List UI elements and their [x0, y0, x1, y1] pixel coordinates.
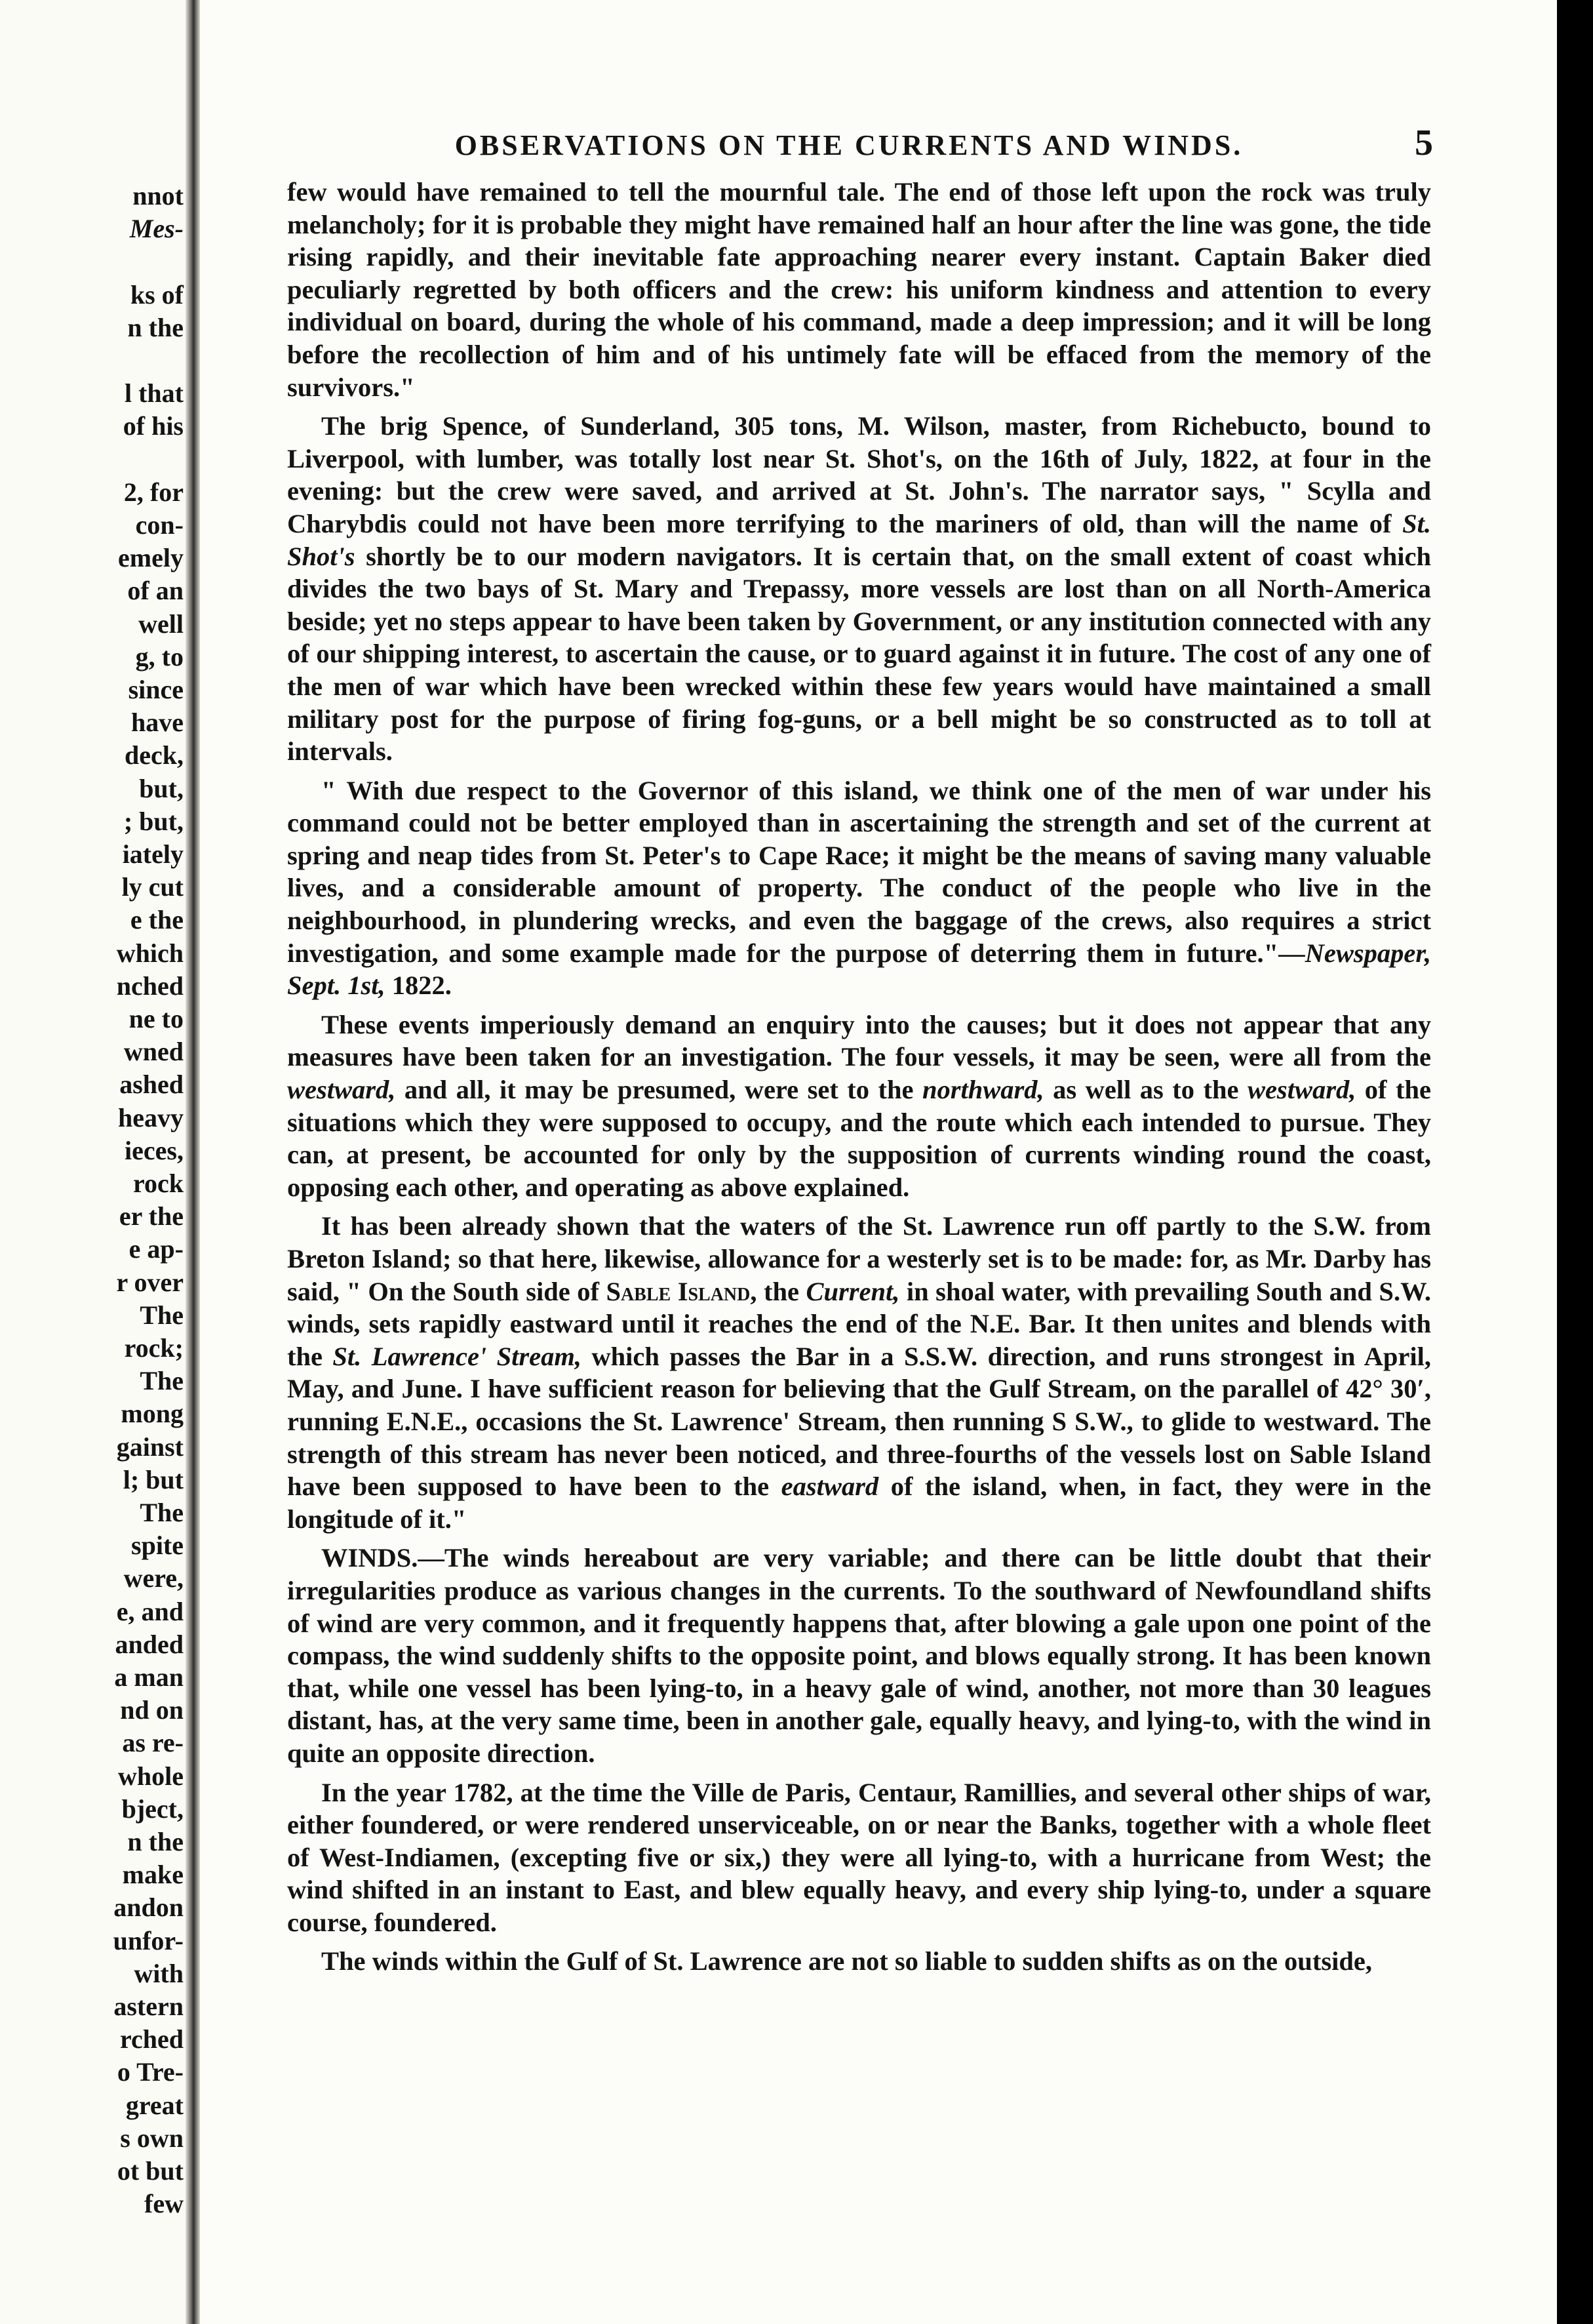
facing-page-fragment: a man — [114, 1662, 184, 1692]
paragraph-5-smallcaps: Sable Island, — [606, 1276, 757, 1306]
paragraph-2-text-c: shortly be to our modern navigators. It is certain that, on the small extent of coast which divides the two bays of St. Mary and Trepassy, more vessels are lost than on all North-America beside; yet no steps appear to have been taken by Government, or any institution connected with any of our shipping interest, to ascertain the cause, or to guard against it in future. The cost of any one of the men of war which have been wrecked within these few years would have maintained a small military post for the purpose of firing fog-guns, or a bell might be so constructed as to toll at intervals. — [287, 541, 1431, 767]
facing-page-fragment: The — [140, 1366, 184, 1396]
paragraph-8-text: The winds within the Gulf of St. Lawrence are not so liable to sudden shifts as on the outside, — [321, 1946, 1372, 1976]
facing-page-fragment: since — [128, 675, 184, 704]
running-title: OBSERVATIONS ON THE CURRENTS AND WINDS. — [454, 129, 1244, 161]
facing-page-fragment: o Tre- — [117, 2057, 184, 2087]
paragraph-3 — [287, 774, 1431, 1002]
paragraph-6 — [287, 1542, 1431, 1769]
facing-page-fragment: r over — [116, 1267, 184, 1297]
paragraph-8 — [287, 1945, 1431, 1978]
paragraph-5-text-g: which passes the Bar in a S.S.W. direction, and runs strongest in April, May, and June. I have sufficient reason for believing that the Gulf Stream, on the parallel of 42° 30′, running E.N.E., occasions the St. Lawrence' Stream, then running S S.W., to glide to westward. The strength of this stream has never been noticed, and three-fourths of the vessels lost on Sable Island have been supposed to have been to the — [287, 1341, 1431, 1502]
facing-page-fragment: n the — [127, 1827, 184, 1856]
paragraph-4 — [287, 1009, 1431, 1204]
facing-page-fragment: s own — [120, 2123, 184, 2153]
facing-page-fragment: nnot — [132, 181, 184, 210]
body-text — [287, 176, 1431, 1984]
facing-page-fragment: bject, — [121, 1793, 184, 1824]
paragraph-1-text: few would have remained to tell the mournful tale. The end of those left upon the rock was truly melancholy; for it is probable they might have remained half an hour after the line was gone, the tide rising rapidly, and their inevitable fate approaching nearer every instant. Captain Baker died peculiarly regretted by both officers and the crew: his uniform kindness and attention to every individual on board, during the whole of his command, made a deep impression; and it will be long before the recollection of him and of his untimely fate will be effaced from the memory of the survivors." — [287, 177, 1431, 402]
facing-page-fragment: with — [134, 1958, 184, 1988]
facing-page-fragment: ashed — [119, 1070, 184, 1100]
facing-page-fragment: have — [131, 708, 184, 738]
scan-edge — [1557, 0, 1593, 2324]
facing-page-fragment: ne to — [128, 1004, 184, 1033]
paragraph-3-text-c: 1822. — [385, 971, 452, 1001]
facing-page — [0, 0, 187, 2324]
paragraph-4-text-c: and all, it may be presumed, were set to the — [395, 1075, 922, 1105]
facing-page-fragment: of an — [127, 576, 184, 606]
paragraph-1 — [287, 176, 1431, 403]
facing-page-fragment: e ap- — [128, 1234, 184, 1264]
facing-page-fragment: er the — [119, 1201, 184, 1232]
paragraph-3-italic: Newspaper, Sept. 1st, — [287, 938, 1431, 1001]
paragraph-5-text-c: the — [757, 1276, 806, 1306]
paragraph-6-text: WINDS.—The winds hereabout are very variable; and there can be little doubt that their irregularities produce as various changes in the currents. To the southward of Newfoundland shifts of wind are very common, and it frequently happens that, after blowing a gale upon one point of the compass, the wind suddenly shifts to the opposite point, and blows equally strong. It has been known that, while one vessel has been lying-to, in a heavy gale of wind, another, not more than 30 leagues distant, has, at the very same time, been in another gale, equally heavy, and lying-to, with the wind in quite an opposite direction. — [287, 1543, 1431, 1768]
facing-page-fragment: which — [116, 938, 184, 968]
facing-page-fragment: but, — [139, 773, 184, 803]
facing-page-fragment: n the — [127, 312, 184, 342]
facing-page-fragment: rock — [132, 1169, 184, 1198]
facing-page-fragment: ot but — [117, 2156, 184, 2186]
paragraph-4-text-a: These events imperiously demand an enquiry into the causes; but it does not appear that any measures have been taken for an investigation. The four vessels, it may be seen, were all from the — [287, 1009, 1431, 1072]
paragraph-2-text-a: The brig Spence, of Sunderland, 305 tons, M. Wilson, master, from Richebucto, bound to Liverpool, with lumber, was totally lost near St. Shot's, on the 16th of July, 1822, at four in the evening: but the crew were saved, and arrived at St. John's. The narrator says, " Scylla and Charybdis could not have been more terrifying to the mariners of old, than will the name of — [287, 411, 1431, 538]
facing-page-fragment: l that — [125, 378, 184, 409]
facing-page-fragment: were, — [123, 1563, 184, 1593]
paragraph-5-text-i: of the island, when, in fact, they were in the longitude of it." — [287, 1472, 1431, 1534]
paragraph-5-text-e: in shoal water, with prevailing South and S.W. winds, sets rapidly eastward until it reaches the end of the N.E. Bar. It then unites and blends with the — [287, 1276, 1431, 1371]
facing-page-fragment: spite — [131, 1531, 184, 1561]
facing-page-fragment: few — [144, 2189, 184, 2219]
facing-page-fragment: well — [138, 609, 184, 639]
facing-page-fragment: emely — [118, 543, 184, 573]
facing-page-fragment: nd on — [120, 1695, 184, 1725]
paragraph-4-text-e: as well as to the — [1044, 1075, 1248, 1105]
facing-page-fragment: unfor- — [113, 1925, 184, 1955]
facing-page-fragment: e the — [130, 905, 184, 935]
paragraph-4-italic-f: westward, — [1247, 1075, 1356, 1105]
facing-page-fragment: rched — [119, 2024, 184, 2054]
facing-page-fragment: nched — [116, 971, 184, 1001]
paragraph-5-italic-d: Current, — [806, 1276, 900, 1306]
facing-page-fragment: Mes- — [129, 214, 184, 244]
facing-page-fragment: astern — [113, 1992, 184, 2021]
paragraph-7 — [287, 1776, 1431, 1939]
facing-page-fragment: rock; — [124, 1333, 184, 1363]
paragraph-2-italic: St. Shot's — [287, 508, 1431, 571]
facing-page-fragment: deck, — [125, 740, 184, 771]
paragraph-5-text-a: It has been already shown that the waters of the St. Lawrence run off partly to the S.W. from Breton Island; so that here, likewise, allowance for a westerly set is to be made: for, as Mr. Darby has said, " On the South side of — [287, 1211, 1431, 1306]
paragraph-2 — [287, 410, 1431, 768]
facing-page-fragment: 2, for — [123, 477, 184, 507]
paragraph-3-text-a: " With due respect to the Governor of this island, we think one of the men of war under his command could not be better employed than in ascertaining the strength and set of the current at spring and neap tides from St. Peter's to Cape Race; it might be the means of saving many valuable lives, and a considerable amount of property. The conduct of the people who live in the neighbourhood, in plundering wrecks, and even the baggage of the crews, also requires a strict investigation, and some example made for the purpose of deterring them in future."— — [287, 775, 1431, 968]
facing-page-fragment: wned — [123, 1037, 184, 1067]
facing-page-fragment: of his — [123, 411, 184, 441]
facing-page-fragment: iately — [122, 839, 184, 869]
facing-page-fragment: anded — [115, 1629, 184, 1659]
facing-page-fragment: g, to — [135, 641, 184, 671]
facing-page-fragment: e, and — [116, 1596, 184, 1626]
facing-page-fragment: con- — [135, 510, 184, 540]
facing-page-fragment: l; but — [123, 1464, 184, 1494]
paragraph-4-text-g: of the situations which they were supposed to occupy, and the route which each intended to pursue. They can, at present, be accounted for only by the supposition of currents winding round the coast, opposing each other, and operating as above explained. — [287, 1075, 1431, 1202]
paragraph-5-italic-h: eastward — [781, 1472, 879, 1502]
facing-page-fragment: ks of — [130, 279, 184, 310]
facing-page-fragment: ; but, — [123, 806, 184, 836]
paragraph-4-italic-d: northward, — [922, 1075, 1044, 1105]
facing-page-fragment: whole — [118, 1761, 184, 1791]
facing-page-fragment: andon — [113, 1893, 184, 1923]
facing-page-fragment: The — [140, 1498, 184, 1527]
book-gutter — [186, 0, 200, 2324]
paragraph-5 — [287, 1210, 1431, 1535]
facing-page-fragment: heavy — [118, 1102, 184, 1132]
page-number: 5 — [1415, 123, 1433, 163]
paragraph-7-text: In the year 1782, at the time the Ville de Paris, Centaur, Ramillies, and several other ships of war, either foundered, or were rendered unserviceable, on or near the Banks, together with a whole fleet of West-Indiamen, (excepting five or six,) they were all lying-to, with a hurricane from West; the wind shifted in an instant to East, and blew equally heavy, and every ship lying-to, under a square course, foundered. — [287, 1777, 1431, 1937]
facing-page-fragment: mong — [121, 1399, 184, 1429]
paragraph-5-italic-f: St. Lawrence' Stream, — [332, 1341, 581, 1371]
facing-page-fragment: ly cut — [121, 872, 184, 902]
facing-page-fragment: gainst — [116, 1432, 184, 1462]
facing-page-fragment: great — [125, 2090, 184, 2120]
paragraph-4-italic-b: westward, — [287, 1075, 396, 1105]
facing-page-fragment: make — [122, 1860, 184, 1890]
facing-page-fragment: as re- — [122, 1728, 184, 1758]
facing-page-fragment: The — [140, 1300, 184, 1330]
facing-page-fragment: ieces, — [125, 1135, 184, 1165]
